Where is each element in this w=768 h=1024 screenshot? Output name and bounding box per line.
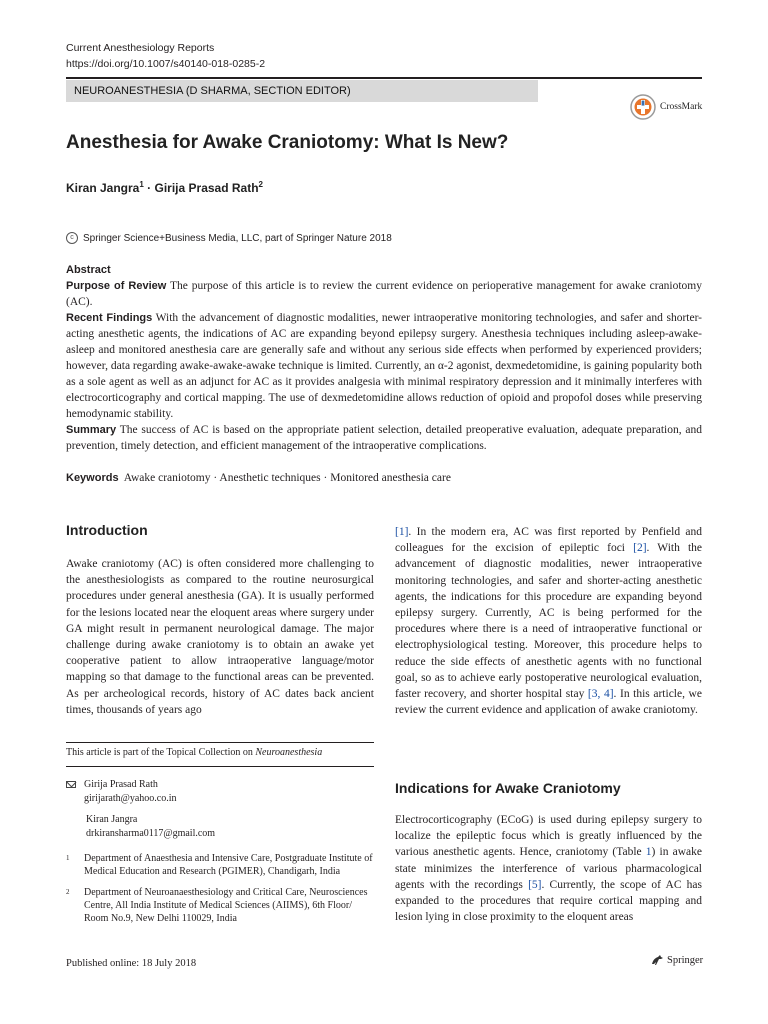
footnote-rule	[66, 766, 374, 767]
citation-link[interactable]: [3, 4]	[587, 688, 614, 701]
affiliation-item	[66, 852, 376, 878]
keywords-text: Awake craniotomy · Anesthetic techniques · Monitored anesthesia care	[123, 472, 451, 484]
citation-link[interactable]: [2]	[633, 542, 647, 555]
crossmark-badge[interactable]	[630, 94, 702, 120]
correspondence-block	[66, 778, 215, 840]
purpose-label: Purpose of Review	[66, 280, 167, 292]
affiliation-number: 1	[66, 854, 70, 862]
findings-label: Recent Findings	[66, 312, 153, 324]
footnote-rule	[66, 742, 374, 743]
affiliation-number: 2	[66, 888, 70, 896]
citation-link[interactable]: [5]	[528, 878, 542, 891]
publisher-name: Springer	[667, 954, 704, 966]
springer-horse-icon	[650, 954, 664, 966]
table-link[interactable]: 1	[645, 846, 652, 859]
topical-collection-note	[66, 747, 322, 758]
envelope-icon	[66, 781, 76, 788]
contact-email[interactable]: drkiransharma0117@gmail.com	[86, 827, 216, 839]
affiliation-text: Department of Anaesthesia and Intensive Care, Postgraduate Institute of Medical Education and Research (PGIMER), Chandigarh, India	[84, 853, 373, 877]
contact-email[interactable]: girijarath@yahoo.co.in	[84, 792, 177, 804]
affiliation-text: Department of Neuroanaesthesiology and Critical Care, Neurosciences Centre, All India Institute of Medical Sciences (AIIMS), 6th Floor/ Room No.9, New Delhi 110029, India	[84, 887, 368, 924]
author-name[interactable]: Girija Prasad Rath	[154, 181, 259, 195]
article-title: Anesthesia for Awake Craniotomy: What Is New?	[66, 132, 509, 153]
copyright-icon: c	[66, 232, 78, 244]
summary-label: Summary	[66, 424, 117, 436]
header-rule	[66, 77, 702, 79]
abstract-block	[66, 262, 702, 454]
body-text-run: . Currently, the scope of AC has expanded to the procedures that require cortical mapping and lesion lying in close proximity to the eloquent areas	[395, 878, 703, 924]
keywords-line	[66, 470, 702, 486]
doi-link[interactable]: https://doi.org/10.1007/s40140-018-0285-2	[66, 58, 266, 70]
body-text-run: Electrocorticography (ECoG) is used during epilepsy surgery to localize the epileptic focus which is greatly influenced by the various anesthetic agents. Hence, craniotomy (Table	[395, 814, 702, 859]
indications-paragraph	[395, 812, 702, 925]
published-date: Published online: 18 July 2018	[66, 958, 197, 969]
contact-name: Kiran Jangra	[86, 814, 138, 825]
author-name[interactable]: Kiran Jangra	[66, 181, 140, 195]
affiliation-marker: 1	[139, 180, 144, 189]
findings-text: With the advancement of diagnostic modalities, newer intraoperative monitoring technologies, and safer and shorter-acting anesthetic agents, the indications of AC are expanding beyond epilepsy surgery. Anesthesia techniques including asleep-awake-asleep and monitored anesthesia care are generally safe and without any serious side effects when performed by experienced providers; however, data regarding awake-awake-awake technique is limited. Currently, an α-2 agonist, dexmedetomidine, is gaining popularity both as a sole agent as well as an adjunct for AC as it provides analgesia with minimal respiratory depression and it minimally interferes with electrocorticography and cortical mapping. The use of dexmedetomidine allows reduction of opioid and propofol doses while preserving hemodynamic stability.	[66, 312, 702, 420]
collection-name[interactable]: Neuroanesthesia	[255, 747, 323, 758]
body-text-run: . In the modern era, AC was first reported by Penfield and colleagues for the excision of epileptic foci	[395, 526, 702, 555]
indications-heading: Indications for Awake Craniotomy	[395, 780, 621, 796]
citation-link[interactable]: [1]	[395, 526, 409, 538]
affiliation-item	[66, 886, 376, 925]
author-separator: ·	[147, 181, 152, 195]
crossmark-label: CrossMark	[660, 102, 703, 112]
affiliation-marker: 2	[258, 180, 263, 189]
author-list	[66, 180, 263, 195]
purpose-text: The purpose of this article is to review the current evidence on perioperative management for awake craniotomy (AC).	[66, 280, 703, 308]
introduction-paragraph: Awake craniotomy (AC) is often considered more challenging to the anesthesiologists as compared to the routine neurosurgical procedures under general anesthesia (GA). It is usually performed for the lesions located near the eloquent areas where surgery under GA might result in permanent neurological damage. The major challenge during awake craniotomy is to obtain an awake yet cooperative patient to allow intraoperative language/motor mapping so that damage to the functional areas can be prevented. As per archeological records, history of AC dates back ancient times, thousands of years ago	[66, 558, 374, 716]
copyright-text: Springer Science+Business Media, LLC, part of Springer Nature 2018	[83, 232, 392, 244]
copyright-line	[66, 232, 392, 244]
contact-name: Girija Prasad Rath	[84, 779, 158, 790]
body-text-run: ) in awake state minimizes the interference of various pharmacological agents with the recordings	[395, 846, 702, 891]
introduction-heading: Introduction	[66, 522, 148, 538]
section-banner: NEUROANESTHESIA (D SHARMA, SECTION EDITOR)	[66, 80, 538, 102]
journal-header	[66, 40, 265, 72]
body-text-run: . With the advancement of diagnostic modalities, newer intraoperative monitoring technologies, and safer and shorter-acting anesthetic agents, the indications for this procedure are expanding beyond epilepsy surgery. Currently, AC is being performed for the procedures where there is a need of intraoperative functional or electrophysiological testing. Moreover, this procedure helps to reduce the side effects of anesthetic agents with no functional goal, so as to achieve early postoperative neurological evaluation, faster recovery, and shorter hospital stay	[395, 542, 702, 701]
introduction-continued	[395, 524, 702, 718]
summary-text: The success of AC is based on the appropriate patient selection, detailed preoperative evaluation, adequate preparation, and prevention, timely detection, and efficient management of the intraoperative complications.	[66, 424, 702, 452]
abstract-heading: Abstract	[66, 264, 111, 276]
publisher-logo	[650, 954, 703, 966]
body-text-run: . In this article, we review the current evidence and application of awake craniotomy.	[395, 688, 702, 717]
crossmark-icon	[630, 94, 656, 120]
journal-name: Current Anesthesiology Reports	[66, 42, 215, 54]
keywords-label: Keywords	[66, 472, 119, 484]
collection-prefix: This article is part of the Topical Collection on	[66, 747, 256, 758]
